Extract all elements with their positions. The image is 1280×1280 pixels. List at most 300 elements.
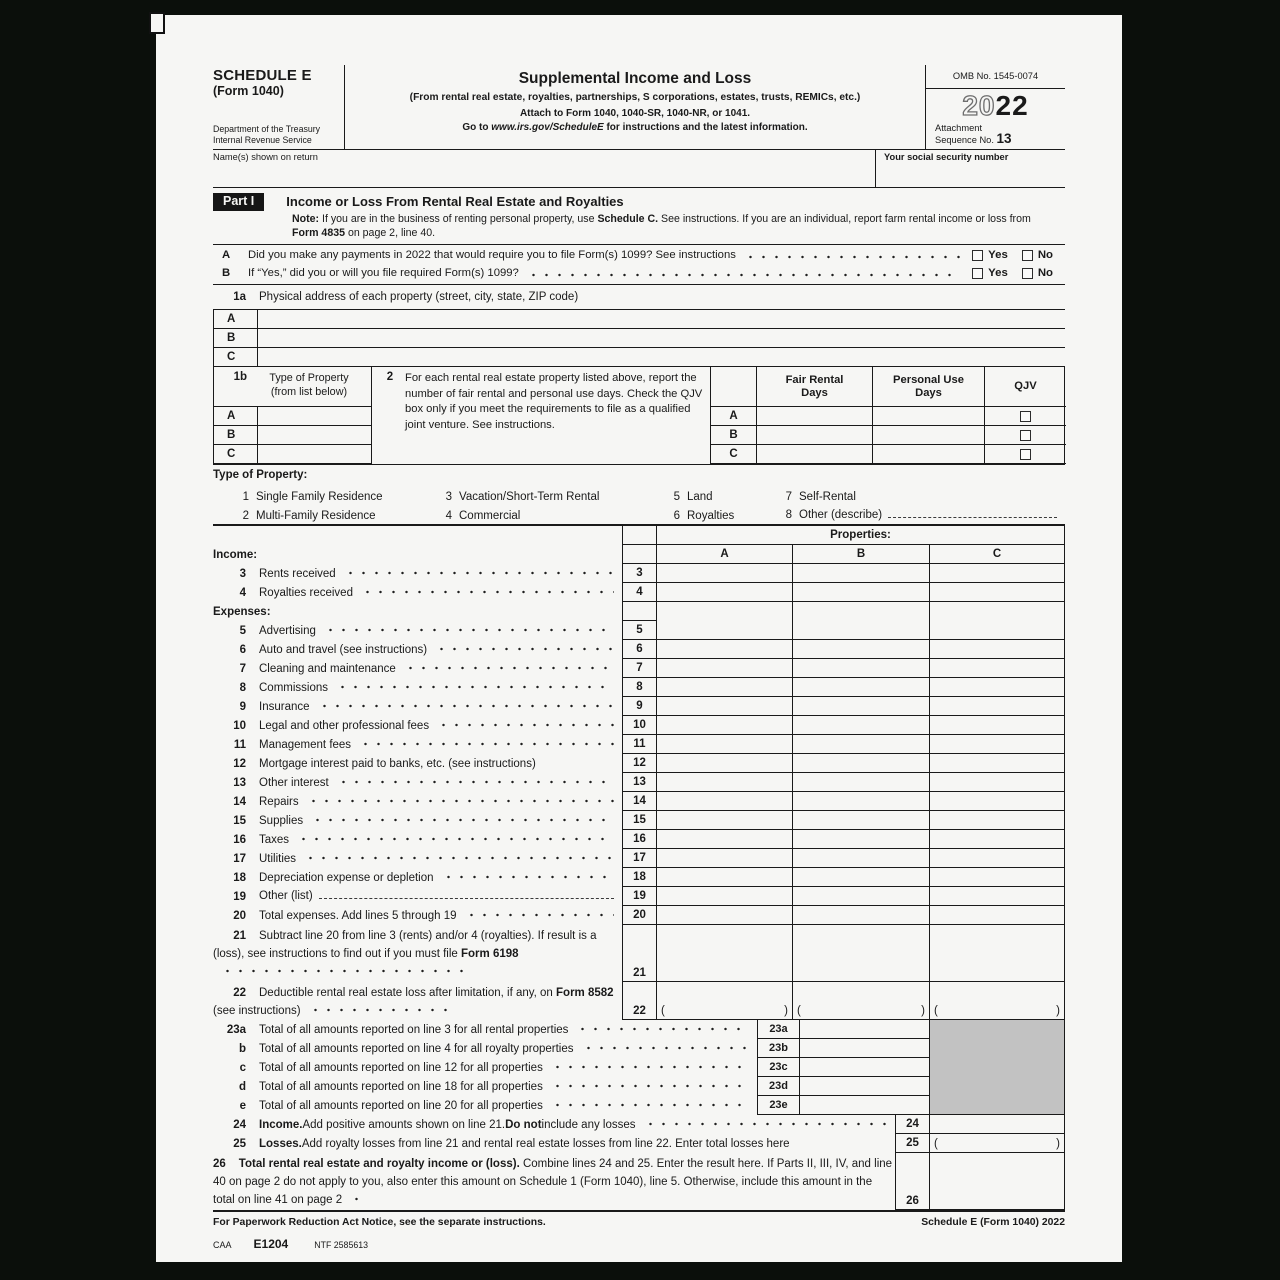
line-8-amount-c[interactable] (930, 678, 1065, 697)
line-23e-number: e (239, 1099, 246, 1112)
property-c-type-input[interactable] (258, 445, 371, 464)
line-24-amount-input[interactable] (930, 1115, 1065, 1134)
letter-column-header-spacer (711, 367, 756, 407)
line-4-number: 4 (239, 586, 246, 599)
shaded-cell (930, 1058, 1065, 1077)
line-23a-number: 23a (226, 1023, 246, 1036)
line-9-label (213, 697, 622, 716)
caa-code: CAA (213, 1240, 232, 1250)
dot-leader (219, 966, 469, 975)
no-checkbox-b[interactable] (1022, 268, 1033, 279)
line-16-text (259, 834, 622, 846)
type-item-number: 5 (673, 491, 680, 503)
line-15-amount-c[interactable] (930, 811, 1065, 830)
irs-url: www.irs.gov/ScheduleE (491, 122, 604, 133)
text-segment: Deductible rental real estate loss after limitation, if any, on (259, 987, 557, 999)
line-14-box-number: 14 (622, 792, 657, 811)
line-15-amount-b[interactable] (793, 811, 930, 830)
other-describe-input[interactable] (888, 517, 1057, 518)
ntf-code: NTF 2585613 (314, 1240, 369, 1250)
line-15-box-number: 15 (622, 811, 657, 830)
expenses-section-row (213, 602, 1065, 621)
line-7-text (259, 663, 622, 675)
line-11-amount-a[interactable] (657, 735, 793, 754)
qjv-cell-a (984, 407, 1066, 426)
close-paren: ) (784, 1005, 788, 1017)
line-6-amount-c[interactable] (930, 640, 1065, 659)
line-18-amount-b[interactable] (793, 868, 930, 887)
line-26-label (213, 1153, 895, 1210)
dot-leader (549, 1100, 749, 1112)
line-22-label (213, 982, 622, 1020)
line-26-row (213, 1153, 1065, 1210)
text-segment: Do not (505, 1118, 542, 1131)
dot-leader (295, 834, 614, 846)
line-7-amount-c[interactable] (930, 659, 1065, 678)
line-20-amount-a[interactable] (657, 906, 793, 925)
line-11-row (213, 735, 1065, 754)
line-17-amount-a[interactable] (657, 849, 793, 868)
line-2-text: For each rental real estate property listed above, report the number of fair rental and personal use days. Check the QJV box only if you meet the requirements to file as a qualified joint venture. See instructions. (405, 372, 703, 431)
address-a-input[interactable] (258, 310, 1065, 328)
open-paren: ( (934, 1138, 938, 1150)
type-header-line2: (from list below) (270, 385, 348, 398)
type-item-label: Commercial (459, 510, 521, 522)
line-19-amount-c[interactable] (930, 887, 1065, 906)
days-row-letter-b: B (711, 426, 756, 445)
dot-leader (580, 1043, 750, 1055)
line-7-amount-b[interactable] (793, 659, 930, 678)
property-b-fair-rental-days-input[interactable] (756, 426, 872, 445)
yes-checkbox-b[interactable] (972, 268, 983, 279)
line-19-row (213, 887, 1065, 906)
year-outline-digits: 20 (962, 90, 996, 121)
dot-leader (334, 682, 614, 694)
ssn-input[interactable] (884, 162, 1065, 182)
question-rows (213, 244, 1065, 285)
line-19-amount-b[interactable] (793, 887, 930, 906)
days-row-letter-a: A (711, 407, 756, 426)
schedule-label: SCHEDULE E (213, 67, 312, 84)
line-21-box-number: 21 (622, 925, 657, 982)
line-6-label (213, 640, 622, 659)
line-12-row (213, 754, 1065, 773)
yes-checkbox-a[interactable] (972, 250, 983, 261)
line-21-amount-b[interactable] (793, 925, 930, 982)
line-5-label (213, 621, 622, 640)
line-5-amount-c[interactable] (930, 621, 1065, 640)
type-item-6 (668, 510, 780, 522)
text-segment: Cleaning and maintenance (259, 662, 396, 675)
line-21-amount-c[interactable] (930, 925, 1065, 982)
line-22-row (213, 982, 1065, 1020)
line-16-label (213, 830, 622, 849)
line-3-amount-c[interactable] (930, 564, 1065, 583)
column-letters-row (213, 545, 1065, 564)
line-14-amount-a[interactable] (657, 792, 793, 811)
part1-heading-row (213, 193, 1065, 211)
line-23b-row (213, 1039, 1065, 1058)
no-label-a: No (1037, 249, 1053, 261)
type-item-number: 6 (673, 510, 680, 522)
line-20-number: 20 (233, 909, 246, 922)
line-6-amount-a[interactable] (657, 640, 793, 659)
line-5-amount-a[interactable] (657, 621, 793, 640)
text-segment: include any losses (541, 1118, 636, 1131)
line-9-amount-a[interactable] (657, 697, 793, 716)
line-13-label (213, 773, 622, 792)
type-item-1 (237, 491, 440, 503)
dot-leader (307, 1005, 455, 1014)
line-25-row (213, 1134, 1065, 1153)
line-12-label (213, 754, 622, 773)
line-18-text (259, 872, 622, 884)
line-25-amount-input[interactable] (930, 1134, 1065, 1153)
property-c-qjv-checkbox[interactable] (1020, 449, 1031, 460)
sequence-number: 13 (996, 130, 1012, 146)
type-item-label: Multi-Family Residence (256, 510, 376, 522)
line-11-amount-c[interactable] (930, 735, 1065, 754)
line-10-amount-c[interactable] (930, 716, 1065, 735)
line-4-amount-a[interactable] (657, 583, 793, 602)
dot-leader (309, 815, 614, 827)
type-item-number: 8 (785, 509, 792, 521)
line-23a-amount-input[interactable] (800, 1020, 930, 1039)
close-paren: ) (1056, 1138, 1060, 1150)
line-24-text (259, 1119, 895, 1131)
type-item-8 (780, 509, 1065, 522)
line-17-label (213, 849, 622, 868)
property-row-letter-c: C (214, 445, 258, 464)
no-checkbox-a[interactable] (1022, 250, 1033, 261)
line-23d-amount-input[interactable] (800, 1077, 930, 1096)
line-18-amount-a[interactable] (657, 868, 793, 887)
type-item-2 (237, 510, 440, 522)
line-14-number: 14 (233, 795, 246, 808)
personal-use-days-header-line: Personal Use (893, 373, 964, 386)
property-a-personal-use-days-input[interactable] (872, 407, 984, 426)
line-19-other-input[interactable] (319, 898, 614, 899)
line-18-box-number: 18 (622, 868, 657, 887)
text-segment: Mortgage interest paid to banks, etc. (see instructions) (259, 757, 536, 770)
line-23a-row (213, 1020, 1065, 1039)
line-14-amount-b[interactable] (793, 792, 930, 811)
line-5-amount-b[interactable] (793, 621, 930, 640)
line-9-box-number: 9 (622, 697, 657, 716)
line-19-text (259, 890, 622, 903)
line-17-amount-c[interactable] (930, 849, 1065, 868)
line-4-text (259, 587, 622, 599)
line-13-amount-b[interactable] (793, 773, 930, 792)
qjv-header (984, 367, 1066, 407)
line-13-amount-a[interactable] (657, 773, 793, 792)
property-c-fair-rental-days-input[interactable] (756, 445, 872, 464)
goto-suffix: for instructions and the latest information. (603, 122, 808, 133)
dot-leader (549, 1081, 749, 1093)
line-23c-text (259, 1062, 757, 1074)
property-c-personal-use-days-input[interactable] (872, 445, 984, 464)
line-19-amount-a[interactable] (657, 887, 793, 906)
property-b-personal-use-days-input[interactable] (872, 426, 984, 445)
line-10-amount-a[interactable] (657, 716, 793, 735)
dot-leader (302, 853, 614, 865)
type-item-number: 1 (242, 491, 249, 503)
fair-rental-days-header-line: Days (801, 386, 828, 399)
type-item-7 (780, 491, 1065, 503)
empty-cell (657, 602, 793, 621)
line-3-row (213, 564, 1065, 583)
line-10-text (259, 720, 622, 732)
line-19-box-number: 19 (622, 887, 657, 906)
line-23b-amount-input[interactable] (800, 1039, 930, 1058)
line-8-number: 8 (239, 681, 246, 694)
property-b-qjv-checkbox[interactable] (1020, 430, 1031, 441)
text-segment: Losses. (259, 1137, 302, 1150)
line-24-row (213, 1115, 1065, 1134)
line-2-instruction-cell (371, 367, 711, 464)
line-21-amount-a[interactable] (657, 925, 793, 982)
dot-leader (348, 1194, 364, 1203)
line-8-amount-a[interactable] (657, 678, 793, 697)
line-23e-box-number: 23e (757, 1096, 800, 1115)
fair-rental-days-header (756, 367, 872, 407)
omb-number: OMB No. 1545-0074 (926, 65, 1065, 89)
line-16-number: 16 (233, 833, 246, 846)
line-8-row (213, 678, 1065, 697)
dot-leader (435, 720, 614, 732)
shaded-cell (930, 1096, 1065, 1115)
column-header-a: A (657, 545, 793, 564)
main-table-region (213, 524, 1065, 1212)
text-segment: Note: (292, 213, 320, 225)
footer-codes-row (213, 1237, 1065, 1251)
line-22-amount-a[interactable] (657, 982, 793, 1020)
empty-number-cell (622, 526, 657, 545)
property-row-letter-a: A (214, 407, 258, 426)
type-of-property-title: Type of Property: (213, 469, 308, 481)
type-of-property-list (213, 465, 1065, 524)
line-15-amount-a[interactable] (657, 811, 793, 830)
line-17-number: 17 (233, 852, 246, 865)
sequence-label: Sequence No. (935, 134, 997, 145)
line-12-amount-a[interactable] (657, 754, 793, 773)
text-segment: Rents received (259, 567, 336, 580)
line-9-number: 9 (239, 700, 246, 713)
property-b-type-input[interactable] (258, 426, 371, 445)
line-8-amount-b[interactable] (793, 678, 930, 697)
line-3-amount-b[interactable] (793, 564, 930, 583)
line-13-text (259, 777, 622, 789)
line-12-number: 12 (233, 757, 246, 770)
line-17-row (213, 849, 1065, 868)
part1-title: Income or Loss From Rental Real Estate and Royalties (286, 194, 624, 209)
property-a-qjv-checkbox[interactable] (1020, 411, 1031, 422)
line-23a-text-span: Total of all amounts reported on line 3 for all rental properties (259, 1023, 569, 1036)
line-16-box-number: 16 (622, 830, 657, 849)
line-4-amount-c[interactable] (930, 583, 1065, 602)
agency-line2: Internal Revenue Service (213, 135, 312, 145)
address-row-a (214, 309, 1065, 328)
line-23e-row (213, 1096, 1065, 1115)
expenses-label-text: Expenses: (213, 605, 271, 618)
property-a-type-input[interactable] (258, 407, 371, 426)
line-16-amount-b[interactable] (793, 830, 930, 849)
line-25-number: 25 (233, 1137, 246, 1150)
line-6-row (213, 640, 1065, 659)
line-17-text (259, 853, 622, 865)
line-22-box-number: 22 (622, 982, 657, 1020)
type-list-row-2 (213, 503, 1065, 522)
empty-number-cell (622, 602, 657, 621)
line-10-row (213, 716, 1065, 735)
line-11-number: 11 (233, 738, 246, 751)
line-11-amount-b[interactable] (793, 735, 930, 754)
property-type-table (213, 366, 1065, 465)
dot-leader (335, 777, 614, 789)
line-23c-box-number: 23c (757, 1058, 800, 1077)
type-item-3 (440, 491, 668, 503)
question-row-b (213, 264, 1065, 282)
expenses-section-label (213, 602, 622, 621)
line-26-number: 26 (213, 1158, 226, 1170)
text-segment: Form 8582 (556, 987, 614, 999)
line-19-label (213, 887, 622, 906)
dot-leader (440, 872, 614, 884)
line-22-amount-b[interactable] (793, 982, 930, 1020)
question-row-a (213, 246, 1065, 264)
line-3-box-number: 3 (622, 564, 657, 583)
line-26-amount-input[interactable] (930, 1153, 1065, 1210)
line-16-row (213, 830, 1065, 849)
line-12-amount-c[interactable] (930, 754, 1065, 773)
line-5-text (259, 625, 622, 637)
line-1a-number: 1a (233, 291, 246, 303)
line-11-label (213, 735, 622, 754)
line-13-amount-c[interactable] (930, 773, 1065, 792)
personal-use-days-header (872, 367, 984, 407)
line-17-amount-b[interactable] (793, 849, 930, 868)
line-19-number: 19 (233, 890, 246, 903)
line-6-amount-b[interactable] (793, 640, 930, 659)
no-label-b: No (1037, 267, 1053, 279)
line-20-amount-b[interactable] (793, 906, 930, 925)
line-9-amount-b[interactable] (793, 697, 930, 716)
line-3-label (213, 564, 622, 583)
line-23c-amount-input[interactable] (800, 1058, 930, 1077)
text-segment: Depreciation expense or depletion (259, 871, 434, 884)
name-input[interactable] (213, 162, 875, 182)
line-16-amount-a[interactable] (657, 830, 793, 849)
line-1b-number: 1b (233, 371, 247, 383)
text-segment: Auto and travel (see instructions) (259, 643, 428, 656)
text-segment: on page 2, line 40. (345, 227, 436, 239)
properties-title: Properties: (657, 526, 1065, 545)
property-row-letter-b: B (214, 426, 258, 445)
empty-label (213, 526, 622, 545)
ssn-section (875, 150, 1065, 187)
dot-leader (742, 246, 960, 264)
form-title: Supplemental Income and Loss (518, 70, 752, 87)
goto-instruction (345, 122, 925, 133)
line-3-amount-a[interactable] (657, 564, 793, 583)
property-a-fair-rental-days-input[interactable] (756, 407, 872, 426)
type-item-label: Land (687, 491, 713, 503)
line-1b-header (214, 367, 371, 407)
dot-leader (359, 587, 614, 599)
text-segment: Add positive amounts shown on line 21. (302, 1118, 506, 1131)
line-5-number: 5 (239, 624, 246, 637)
line-8-label (213, 678, 622, 697)
address-table (213, 309, 1065, 366)
attachment-line1: Attachment (935, 123, 983, 133)
line-23b-box-number: 23b (757, 1039, 800, 1058)
dot-leader (316, 701, 614, 713)
line-20-amount-c[interactable] (930, 906, 1065, 925)
line-13-row (213, 773, 1065, 792)
line-10-amount-b[interactable] (793, 716, 930, 735)
type-item-5 (668, 491, 780, 503)
yes-no-group-b (972, 267, 1065, 279)
line-4-amount-b[interactable] (793, 583, 930, 602)
address-c-input[interactable] (258, 348, 1065, 366)
line-10-number: 10 (233, 719, 246, 732)
line-23a-text (259, 1024, 757, 1036)
line-18-amount-c[interactable] (930, 868, 1065, 887)
address-b-input[interactable] (258, 329, 1065, 347)
yes-label-b: Yes (988, 267, 1008, 279)
line-23b-label (213, 1039, 757, 1058)
text-segment: Management fees (259, 738, 352, 751)
line-22-amount-c[interactable] (930, 982, 1065, 1020)
text-segment: Insurance (259, 700, 310, 713)
line-14-row (213, 792, 1065, 811)
line-20-label (213, 906, 622, 925)
question-text-b: If “Yes,” did you or will you file required Form(s) 1099? (248, 267, 519, 279)
line-9-text (259, 701, 622, 713)
line-16-amount-c[interactable] (930, 830, 1065, 849)
line-25-text (259, 1138, 895, 1150)
header-center-block (345, 65, 925, 149)
text-segment: Combine lines 24 and 25. Enter the result here. If Parts II, III, IV, and line 40 on page 2 do not apply to you, also enter this amount on Schedule 1 (Form 1040), line 5. Otherwise, include this amount in the total on line 41 on page 2 (213, 1158, 893, 1206)
line-11-text (259, 739, 622, 751)
dot-leader (574, 1024, 749, 1036)
dot-leader (463, 910, 614, 922)
line-14-amount-c[interactable] (930, 792, 1065, 811)
line-21-text (213, 930, 596, 960)
name-label: Name(s) shown on return (213, 152, 318, 162)
qjv-header-line: QJV (1014, 380, 1037, 392)
yes-label-a: Yes (988, 249, 1008, 261)
dot-leader (549, 1062, 749, 1074)
days-row-letter-c: C (711, 445, 756, 464)
totals-table (213, 1020, 1065, 1115)
text-segment: (see instructions) (213, 1005, 301, 1017)
paperwork-notice: For Paperwork Reduction Act Notice, see the separate instructions. (213, 1217, 546, 1228)
line-23c-row (213, 1058, 1065, 1077)
line-15-label (213, 811, 622, 830)
line-5-box-number: 5 (622, 621, 657, 640)
line-7-amount-a[interactable] (657, 659, 793, 678)
line-9-amount-c[interactable] (930, 697, 1065, 716)
column-header-b: B (793, 545, 930, 564)
address-row-b (214, 328, 1065, 347)
dot-leader (642, 1119, 887, 1131)
type-item-4 (440, 510, 668, 522)
line-24-number: 24 (233, 1118, 246, 1131)
line-15-number: 15 (233, 814, 246, 827)
line-23e-amount-input[interactable] (800, 1096, 930, 1115)
line-12-amount-b[interactable] (793, 754, 930, 773)
